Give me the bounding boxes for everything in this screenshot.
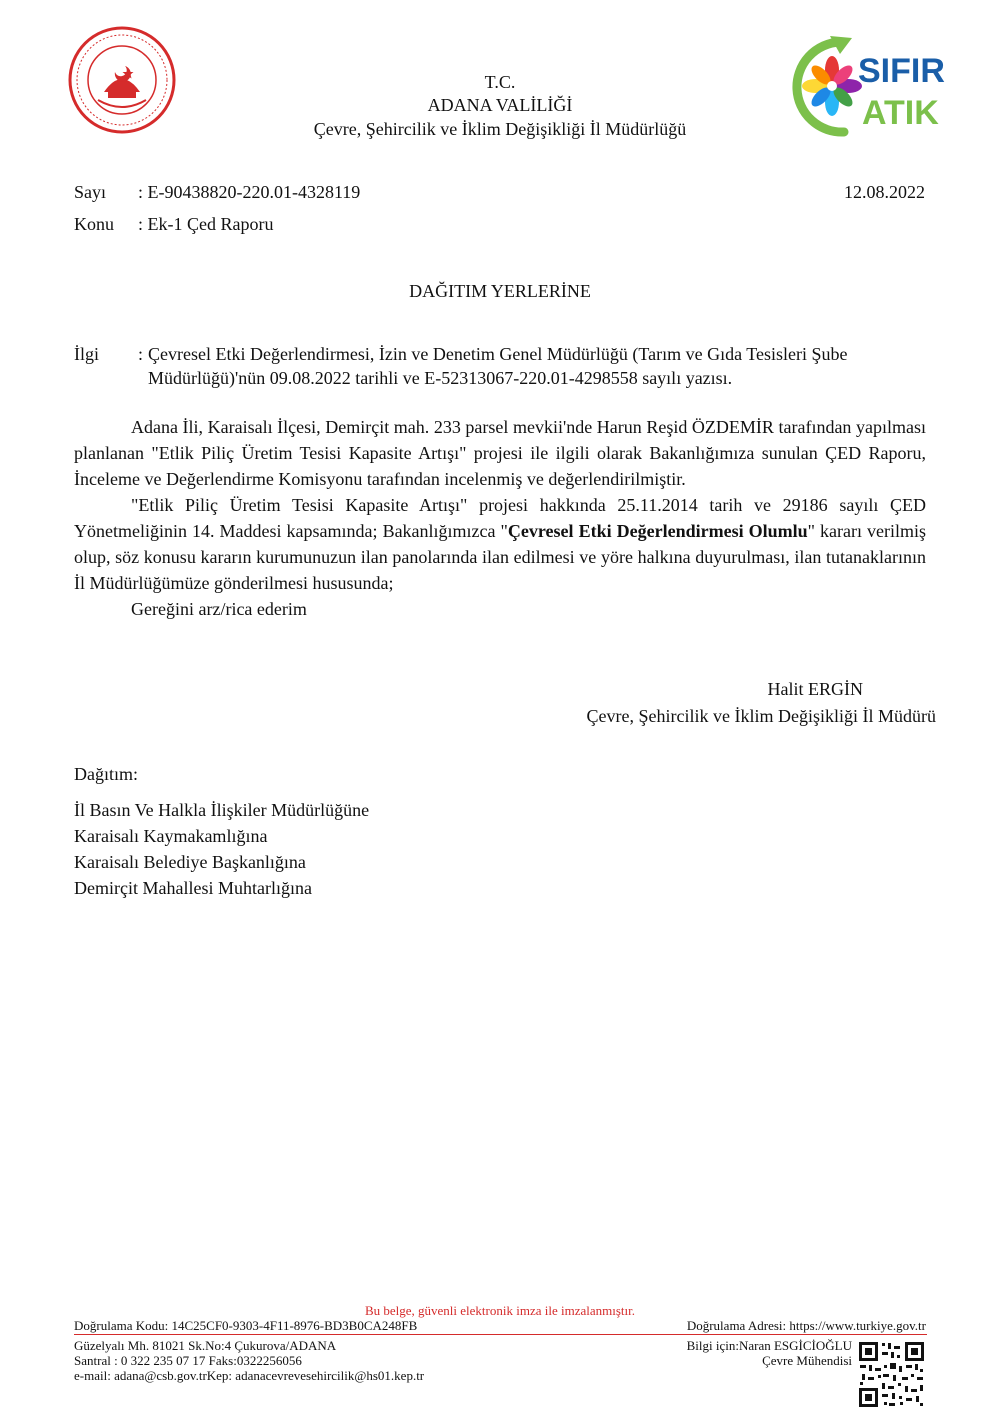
verification-code: Doğrulama Kodu: 14C25CF0-9303-4F11-8976-BD3B0CA248FB — [74, 1318, 418, 1333]
body-paragraph-2-end: " kararı verilmiş olup, söz konusu kararın kurumunuzun ilan panolarında ilan edilmesi ve yöre halkına duyurulması, ilan tutanaklarının İl Müdürlüğümüze gönderilmesi hususunda; — [74, 521, 926, 593]
header-line-tc: T.C. — [484, 72, 516, 92]
sifir-line1: SIFIR — [858, 52, 945, 90]
distribution-item: Karaisalı Belediye Başkanlığına — [74, 852, 306, 872]
distribution-item: Karaisalı Kaymakamlığına — [74, 826, 268, 846]
footer-email: e-mail: adana@csb.gov.trKep: adanacevrevesehircilik@hs01.kep.tr — [74, 1368, 425, 1383]
reference-label: İlgi — [74, 344, 99, 364]
qr-code-icon[interactable] — [858, 1341, 925, 1408]
distribution-list — [74, 797, 369, 901]
body-paragraph-1: Adana İli, Karaisalı İlçesi, Demirçit mah. 233 parsel mevkii'nde Harun Reşid ÖZDEMİR tarafından yapılması planlanan "Etlik Piliç Üretim Tesisi Kapasite Artışı" projesi ile ilgili olarak Bakanlığımıza sunulan ÇED Raporu, İnceleme ve Değerlendirme Komisyonu tarafından incelenmiş ve değerlendirilmiştir. — [74, 417, 926, 489]
body-paragraph-2 — [74, 492, 926, 596]
footer-phone: Santral : 0 322 235 07 17 Faks:0322256056 — [74, 1353, 302, 1368]
closing-line: Gereğini arz/rica ederim — [131, 599, 307, 619]
distribution-item: İl Basın Ve Halkla İlişkiler Müdürlüğüne — [74, 800, 370, 820]
header-line-governorship: ADANA VALİLİĞİ — [427, 95, 573, 115]
verification-address: Doğrulama Adresi: https://www.turkiye.gov.tr — [686, 1318, 926, 1333]
letter-body — [74, 414, 926, 622]
sayi-label: Sayı — [74, 182, 107, 202]
header-line-directorate: Çevre, Şehircilik ve İklim Değişikliği İl Müdürlüğü — [313, 119, 687, 139]
reference-block — [74, 342, 926, 390]
footer-info-title: Çevre Mühendisi — [762, 1353, 852, 1368]
sifir-line2: ATIK — [862, 94, 939, 132]
footer-address: Güzelyalı Mh. 81021 Sk.No:4 Çukurova/ADANA — [74, 1338, 337, 1353]
document-date: 12.08.2022 — [844, 182, 925, 202]
footer-divider — [74, 1334, 927, 1335]
reference-text: Çevresel Etki Değerlendirmesi, İzin ve Denetim Genel Müdürlüğü (Tarım ve Gıda Tesisleri Şube Müdürlüğü)'nün 09.08.2022 tarihli ve E-52313067-220.01-4298558 sayılı yazısı. — [148, 344, 848, 388]
footer-info: Bilgi için:Naran ESGİCİOĞLU — [686, 1338, 852, 1353]
konu-value: : Ek-1 Çed Raporu — [138, 214, 274, 234]
distribution-title: Dağıtım: — [74, 764, 138, 784]
decision-text: Çevresel Etki Değerlendirmesi Olumlu — [507, 521, 808, 541]
recipient-heading: DAĞITIM YERLERİNE — [409, 281, 591, 301]
reference-colon: : — [138, 344, 144, 364]
signatory-name: Halit ERGİN — [767, 679, 863, 699]
signatory-title: Çevre, Şehircilik ve İklim Değişikliği İl Müdürü — [586, 706, 936, 726]
esign-notice: Bu belge, güvenli elektronik imza ile imzalanmıştır. — [364, 1303, 636, 1318]
sayi-value: : E-90438820-220.01-4328119 — [138, 182, 361, 202]
body-paragraph-2-start: "Etlik Piliç Üretim Tesisi Kapasite Artışı" projesi hakkında 25.11.2014 tarih ve 29186 sayılı ÇED Yönetmeliğinin 14. Maddesi kapsamında; Bakanlığımızca " — [74, 495, 926, 541]
distribution-item: Demirçit Mahallesi Muhtarlığına — [74, 878, 312, 898]
konu-label: Konu — [74, 214, 114, 234]
